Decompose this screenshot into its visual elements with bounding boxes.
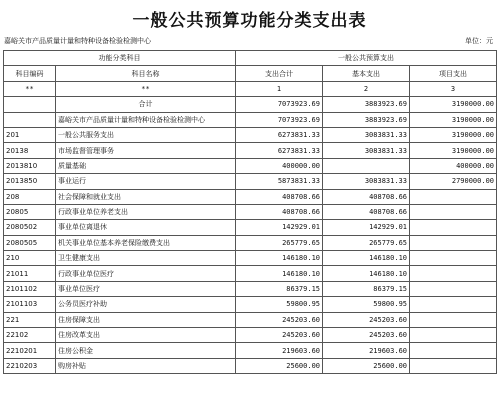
table-row: [4, 281, 497, 296]
basic-cell: 245203.60: [323, 328, 410, 343]
name-cell: 事业单位离退休: [56, 220, 236, 235]
project-cell: [410, 343, 497, 358]
table-row: [4, 266, 497, 281]
name-cell: 卫生健康支出: [56, 251, 236, 266]
project-cell: [410, 281, 497, 296]
index-cell: **: [4, 81, 56, 96]
name-cell: 住房保障支出: [56, 312, 236, 327]
expenditure-table: [3, 50, 497, 374]
table-row: [4, 143, 497, 158]
basic-cell: 146180.10: [323, 266, 410, 281]
basic-cell: 3083831.33: [323, 174, 410, 189]
table-row: [4, 358, 497, 373]
index-cell: **: [56, 81, 236, 96]
project-cell: [410, 251, 497, 266]
func-subject-group-header: 功能分类科目: [4, 51, 236, 66]
table-row: [4, 158, 497, 173]
project-cell: 3190000.00: [410, 143, 497, 158]
name-cell: 社会保障和就业支出: [56, 189, 236, 204]
name-cell: 合计: [56, 97, 236, 112]
table-row: [4, 127, 497, 142]
column-header-row: [4, 66, 497, 81]
project-cell: [410, 358, 497, 373]
name-cell: 嘉峪关市产品质量计量和特种设备检验检测中心: [56, 112, 236, 127]
total-cell: 25600.00: [236, 358, 323, 373]
code-cell: 221: [4, 312, 56, 327]
code-cell: [4, 112, 56, 127]
basic-cell: 86379.15: [323, 281, 410, 296]
basic-cell: 146180.10: [323, 251, 410, 266]
code-cell: 2101103: [4, 297, 56, 312]
unit-name: 嘉峪关市产品质量计量和特种设备检验检测中心: [4, 37, 151, 45]
basic-cell: 3883923.69: [323, 97, 410, 112]
basic-cell: 25600.00: [323, 358, 410, 373]
total-cell: 408708.66: [236, 189, 323, 204]
name-cell: 行政事业单位医疗: [56, 266, 236, 281]
project-cell: [410, 297, 497, 312]
name-cell: 住房改革支出: [56, 328, 236, 343]
col-header-total: 支出合计: [236, 66, 323, 81]
code-cell: [4, 97, 56, 112]
name-cell: 行政事业单位养老支出: [56, 204, 236, 219]
project-cell: [410, 266, 497, 281]
code-cell: 208: [4, 189, 56, 204]
total-cell: 245203.60: [236, 328, 323, 343]
total-cell: 219603.60: [236, 343, 323, 358]
code-cell: 2210201: [4, 343, 56, 358]
basic-cell: 59800.95: [323, 297, 410, 312]
code-cell: 2101102: [4, 281, 56, 296]
code-cell: 2013850: [4, 174, 56, 189]
code-cell: 20138: [4, 143, 56, 158]
table-row: [4, 297, 497, 312]
total-cell: 408708.66: [236, 204, 323, 219]
code-cell: 20805: [4, 204, 56, 219]
total-cell: 245203.60: [236, 312, 323, 327]
code-cell: 2080502: [4, 220, 56, 235]
table-row: [4, 343, 497, 358]
unit-label: 单位：元: [465, 37, 493, 45]
project-cell: [410, 328, 497, 343]
name-cell: 机关事业单位基本养老保险缴费支出: [56, 235, 236, 250]
index-cell: 3: [410, 81, 497, 96]
basic-cell: 142929.01: [323, 220, 410, 235]
table-row: [4, 220, 497, 235]
table-row: [4, 328, 497, 343]
total-cell: 86379.15: [236, 281, 323, 296]
total-cell: 146180.10: [236, 251, 323, 266]
name-cell: 公务员医疗补助: [56, 297, 236, 312]
index-cell: 2: [323, 81, 410, 96]
code-cell: 2080505: [4, 235, 56, 250]
project-cell: 2790000.00: [410, 174, 497, 189]
code-cell: 210: [4, 251, 56, 266]
table-row: [4, 189, 497, 204]
basic-cell: 219603.60: [323, 343, 410, 358]
project-cell: 400000.00: [410, 158, 497, 173]
total-cell: 6273831.33: [236, 143, 323, 158]
name-cell: 市场监督管理事务: [56, 143, 236, 158]
name-cell: 购房补贴: [56, 358, 236, 373]
total-cell: 5873831.33: [236, 174, 323, 189]
project-cell: [410, 189, 497, 204]
code-cell: 22102: [4, 328, 56, 343]
total-cell: 146180.10: [236, 266, 323, 281]
project-cell: 3190000.00: [410, 97, 497, 112]
code-cell: 21011: [4, 266, 56, 281]
project-cell: [410, 204, 497, 219]
total-cell: 142929.01: [236, 220, 323, 235]
basic-cell: 245203.60: [323, 312, 410, 327]
total-cell: 6273831.33: [236, 127, 323, 142]
index-row: [4, 81, 497, 96]
project-cell: 3190000.00: [410, 127, 497, 142]
table-row: [4, 251, 497, 266]
name-cell: 质量基础: [56, 158, 236, 173]
project-cell: 3190000.00: [410, 112, 497, 127]
index-cell: 1: [236, 81, 323, 96]
table-row: [4, 97, 497, 112]
col-header-project: 项目支出: [410, 66, 497, 81]
col-header-basic: 基本支出: [323, 66, 410, 81]
code-cell: 2210203: [4, 358, 56, 373]
col-header-name: 科目名称: [56, 66, 236, 81]
basic-cell: [323, 158, 410, 173]
code-cell: 201: [4, 127, 56, 142]
total-cell: 265779.65: [236, 235, 323, 250]
project-cell: [410, 220, 497, 235]
basic-cell: 265779.65: [323, 235, 410, 250]
col-header-code: 科目编码: [4, 66, 56, 81]
project-cell: [410, 235, 497, 250]
table-row: [4, 312, 497, 327]
basic-cell: 408708.66: [323, 204, 410, 219]
table-row: [4, 174, 497, 189]
basic-cell: 3083831.33: [323, 127, 410, 142]
budget-expense-group-header: 一般公共预算支出: [236, 51, 497, 66]
table-row: [4, 204, 497, 219]
table-row: [4, 112, 497, 127]
basic-cell: 3883923.69: [323, 112, 410, 127]
total-cell: 7073923.69: [236, 112, 323, 127]
total-cell: 59800.95: [236, 297, 323, 312]
total-cell: 7073923.69: [236, 97, 323, 112]
name-cell: 一般公共服务支出: [56, 127, 236, 142]
name-cell: 事业单位医疗: [56, 281, 236, 296]
group-header-row: [4, 51, 497, 66]
total-cell: 400000.00: [236, 158, 323, 173]
code-cell: 2013810: [4, 158, 56, 173]
name-cell: 事业运行: [56, 174, 236, 189]
name-cell: 住房公积金: [56, 343, 236, 358]
report-title: 一般公共预算功能分类支出表: [132, 11, 367, 31]
basic-cell: 408708.66: [323, 189, 410, 204]
project-cell: [410, 312, 497, 327]
basic-cell: 3083831.33: [323, 143, 410, 158]
table-row: [4, 235, 497, 250]
